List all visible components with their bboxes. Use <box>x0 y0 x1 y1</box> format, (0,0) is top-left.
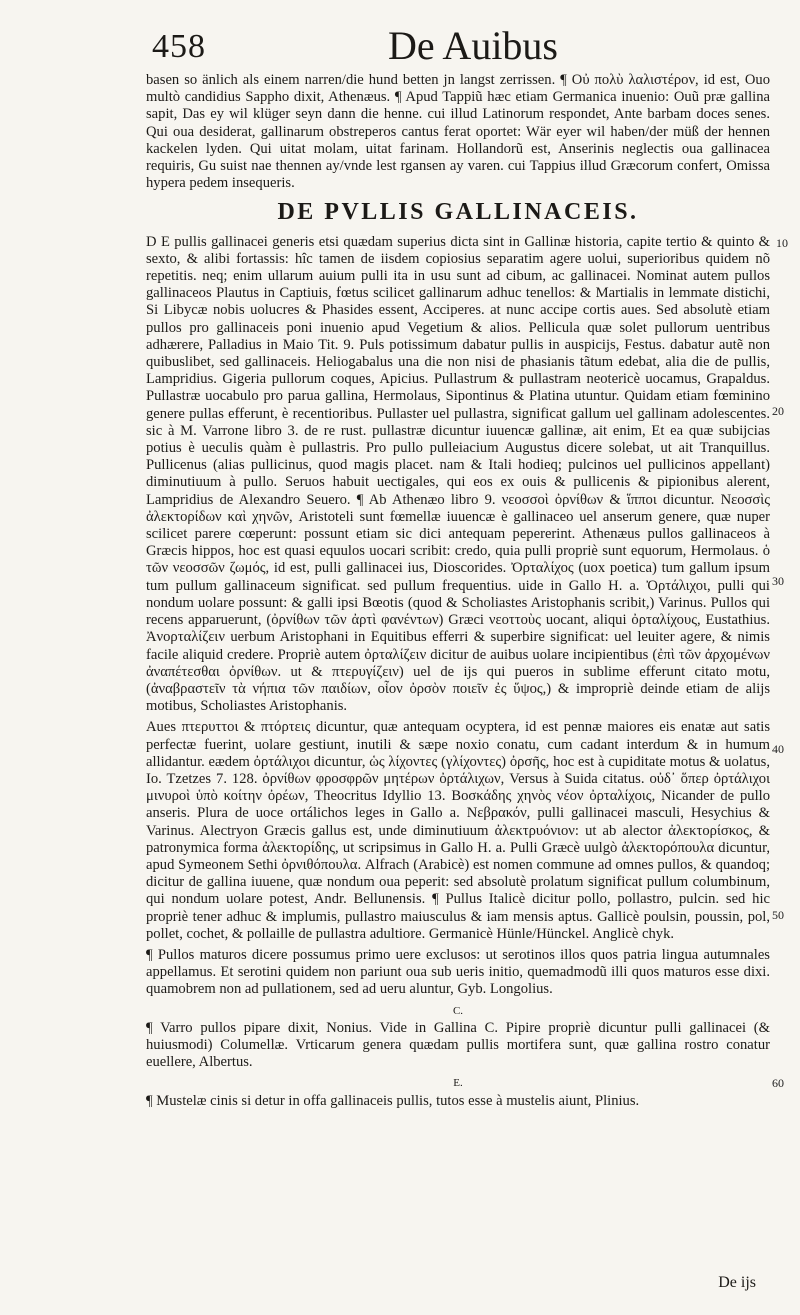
margin-line-number: 60 <box>772 1076 784 1090</box>
section-title: DE PVLLIS GALLINACEIS. <box>277 199 639 226</box>
margin-line-number: 50 <box>772 908 784 922</box>
body-text <box>146 72 770 1114</box>
paragraph-e: ¶ Mustelæ cinis si detur in offa gallinaceis pullis, tutos esse à mustelis aiunt, Plinius. <box>146 1092 640 1109</box>
margin-line-number: 30 <box>772 574 784 588</box>
running-head: De Auibus <box>388 23 558 68</box>
main-paragraph: ¶ Pullos maturos dicere possumus primo uere exclusos: ut serotinos illos quos patria lingua autumnales appellamus. Et serotini quidem non pariunt oua sub ueris initio, quemadmodũ illi quos maturos esse dixi. quamobrem non ad pullationem, sed ad ueru aluntur, Gyb. Longolius. <box>146 946 770 998</box>
margin-line-number: 20 <box>772 404 784 418</box>
paragraph-c: ¶ Varro pullos pipare dixit, Nonius. Vide in Gallina C. Pipire propriè dicuntur pulli gallinacei (& huiusmodi) Columellæ. Vrticarum genera quædam pullis mortifera sunt, quæ gallina rostro conatur euellere, Albertus. <box>146 1019 770 1071</box>
main-paragraph: D E pullis gallinacei generis etsi quædam superius dicta sint in Gallinæ historia, capite tertio & quinto & sexto, & alibi fortassis: hîc tamen de iisdem copiosius separatim agere uolui, superioribus quidem nõ repetitis. neq; enim ullarum auium pulli ita in usu sunt ad cibum, ac gallinacei. Nominat autem pullos gallinaceos Plautus in Captiuis, fœtus scilicet gallinarum adhuc tenellos: & Martialis in lemmate distichi, Si Libycæ nobis uolucres & Phasides essent, Acciperes. at nunc accipe cortis aues. Sed absolutè etiam pullos pro gallinaceis poni inuenio apud Vegetium & alios. Pellicula quæ solet pullorum uentribus adhærere, Palladius in Maio Tit. 9. Puls potissimum dabatur pullis in auspicijs, Festus. dabatur autẽ non quibuslibet, sed gallinaceis. Heliogabalus una die non nisi de phasianis tãtum edebat, alia die de pullis, Lampridius. Gigeria pullorum coques, Apicius. Pullastrum & pullastram neotericè uocamus, Grapaldus. Pullastræ uocabulo pro parua gallina, Hermolaus, Sipontinus & Platina utuntur. Quidam etiam fœminino genere pullas efferunt, è recentioribus. Pullaster uel pullastra, significat gallum uel gallinam adolescentes. sic à M. Varrone libro 3. de re rust. pullastræ dicuntur iuuencæ gallinæ, ait enim, Et ea quæ subijcias potius è ueculis quàm è pullastris. Pro pullo pulleiacium Augustus dicere solebat, ut ait Tranquillus. Pullicenus (alias pullicinus, quod magis placet. nam & Itali hodieq; pulcinos uel pullicinos appellant) diminutiuum à pullo. Seruos habuit uectigales, qui eos ex ouis & pullicenis & pipionibus alerent, Lampridius de Alexandro Seuero. ¶ Ab Athenæo libro 9. νεοσσοὶ ὀρνίθων & ἵπποι dicuntur. Νεοσσὶς ἀλεκτορίδων καὶ χηνῶν, Aristoteli sunt fœmellæ iuuencæ è gallinaceo uel anserum genere, quæ nuper scilicet parere cœperunt: possunt etiam sic dici antequam pepererint. Athenæus pullos gallinaceos à Græcis hippos, hoc est quasi equulos uocari scribit: credo, quia pulli propriè sunt equorum, Hermolaus. ὁ τῶν νεοσσῶν ζωμός, id est, pulli gallinacei ius, Dioscorides. Ὀρταλίχος (uox poetica) tum gallum ipsum tum pullum gallinaceum significat. sed pullum frequentius. uide in Gallo H. a. Ὀρτάλιχοι, pulli qui nondum uolare possunt: & galli ipsi Bœotis (quod & Scholiastes Aristophanis scribit,) Varinus. Pullos qui recens apparuerunt, (ὀρνίθων τῶν ἀρτὶ φανέντων) Græci νεοττοὺς uocant, aliqui ὀρταλίχους, Eustathius. Ἀνορταλίζειν uerbum Aristophani in Equitibus efferri & superbire significat: uel leuiter agere, & nimis facile aliquid credere. Propriè autem ὀρταλίζειν dicitur de auibus uolare incipientibus (ἐπὶ τῶν ἀρχομένων ἀναπέτεσθαι ὀρνίθων. ut & πτερυγίζειν) uel de ijs qui pueros in sublime efferunt citato motu, (ἀναβραστεῖν τὰ νήπια τῶν παιδίων, οἷον ὀρσὸν ποιεῖν ἐς ὕψος,) & impropriè deinde etiam de alijs motibus, Scholiastes Aristophanis. <box>146 233 770 715</box>
section-marker-c: C. <box>452 1004 464 1017</box>
margin-line-number: 10 <box>776 236 788 250</box>
page-header <box>140 22 740 70</box>
main-paragraph: Aues πτερυττοι & πτόρτεις dicuntur, quæ antequam ocyptera, id est pennæ maiores eis enatæ aut satis perfectæ fuerint, uolare gestiunt, inutili & sæpe noxio conatu, cum cadant interdum & in humum allidantur. eædem ὀρτάλιχοι dicuntur, ὡς λίχοντες (γλίχοντες) ὀρσῆς, hoc est à cupiditate motus & uolatus, Io. Tzetzes 7. 128. ὀρνίθων φροσφρῶν μητέρων ὀρτάλιχων, Versus à Suida citatus. οὐδ᾽ ὅπερ ὀρτάλιχοι μινυροὶ ὑπὸ κοίτην ὀρέων, Theocritus Idyllio 13. Βοσκάδης χηνὸς νέον ὀρταλίχοις, Nicander de pullo anseris. Plura de uoce ortálichos leges in Gallo a. Νεβρακόν, pulli gallinacei masculi, Hesychius & Varinus. Alectryon Græcis gallus est, unde diminutiuum ἀλεκτρυόνιον: ut ab alector ἀλεκτορίσκος, & patronymica forma ἀλεκτορίδης, ut scripsimus in Gallo H. a. Pulli Græcè uulgò ἀλεκτορόπουλα dicuntur, apud Symeonem Sethi ὀρνιθόπουλα. Alfrach (Arabicè) est nomen commune ad omnes pullos, & quandoq; dicitur de gallina iuuene, quæ nondum oua peperit: sed absolutè prolatum significat pullum columbinum, qui nondum uolare potest, Andr. Bellunensis. ¶ Pullus Italicè dicitur pollo, pollastro, pulcin. sed hic propriè tener adhuc & implumis, pullastro maiusculus & iam mensis aptus. Gallicè poulsin, poussin, pol, pollet, cochet, & pollaille de pullastra adultiore. Germanicè Hünle/Hünckel. Anglicè chyk. <box>146 719 770 942</box>
page-number: 458 <box>152 28 206 65</box>
catchword: De ijs <box>718 1274 756 1291</box>
margin-line-number: 40 <box>772 742 784 756</box>
intro-paragraph: basen so änlich als einem narren/die hund betten jn langst zerrissen. ¶ Οὐ πολὺ λαλιστέρον, id est, Ouo multò candidius Sappho dixit, Athenæus. ¶ Apud Tappiũ hæc etiam Germanica inuenio: Ouũ præ gallina sapit, Das ey wil klüger seyn dann die henne. cui illud Latinorum respondet, Ante barbam doces senes. Qui oua desiderat, gallinarum obstreperos cantus ferat oportet: Wär eyer wil haben/der müß der hennen kackelen lyden. Qui uitat molam, uitat farinam. Hollandorũ est, Anserinis neglectis oua gallinacea requiris, Gu suist nae thennen ay/vnde lest rgansen ay varen. cui Tappius illud Græcorum confert, Omissa hypera pedem insequeris. <box>146 72 770 192</box>
section-marker-e: E. <box>453 1077 463 1090</box>
